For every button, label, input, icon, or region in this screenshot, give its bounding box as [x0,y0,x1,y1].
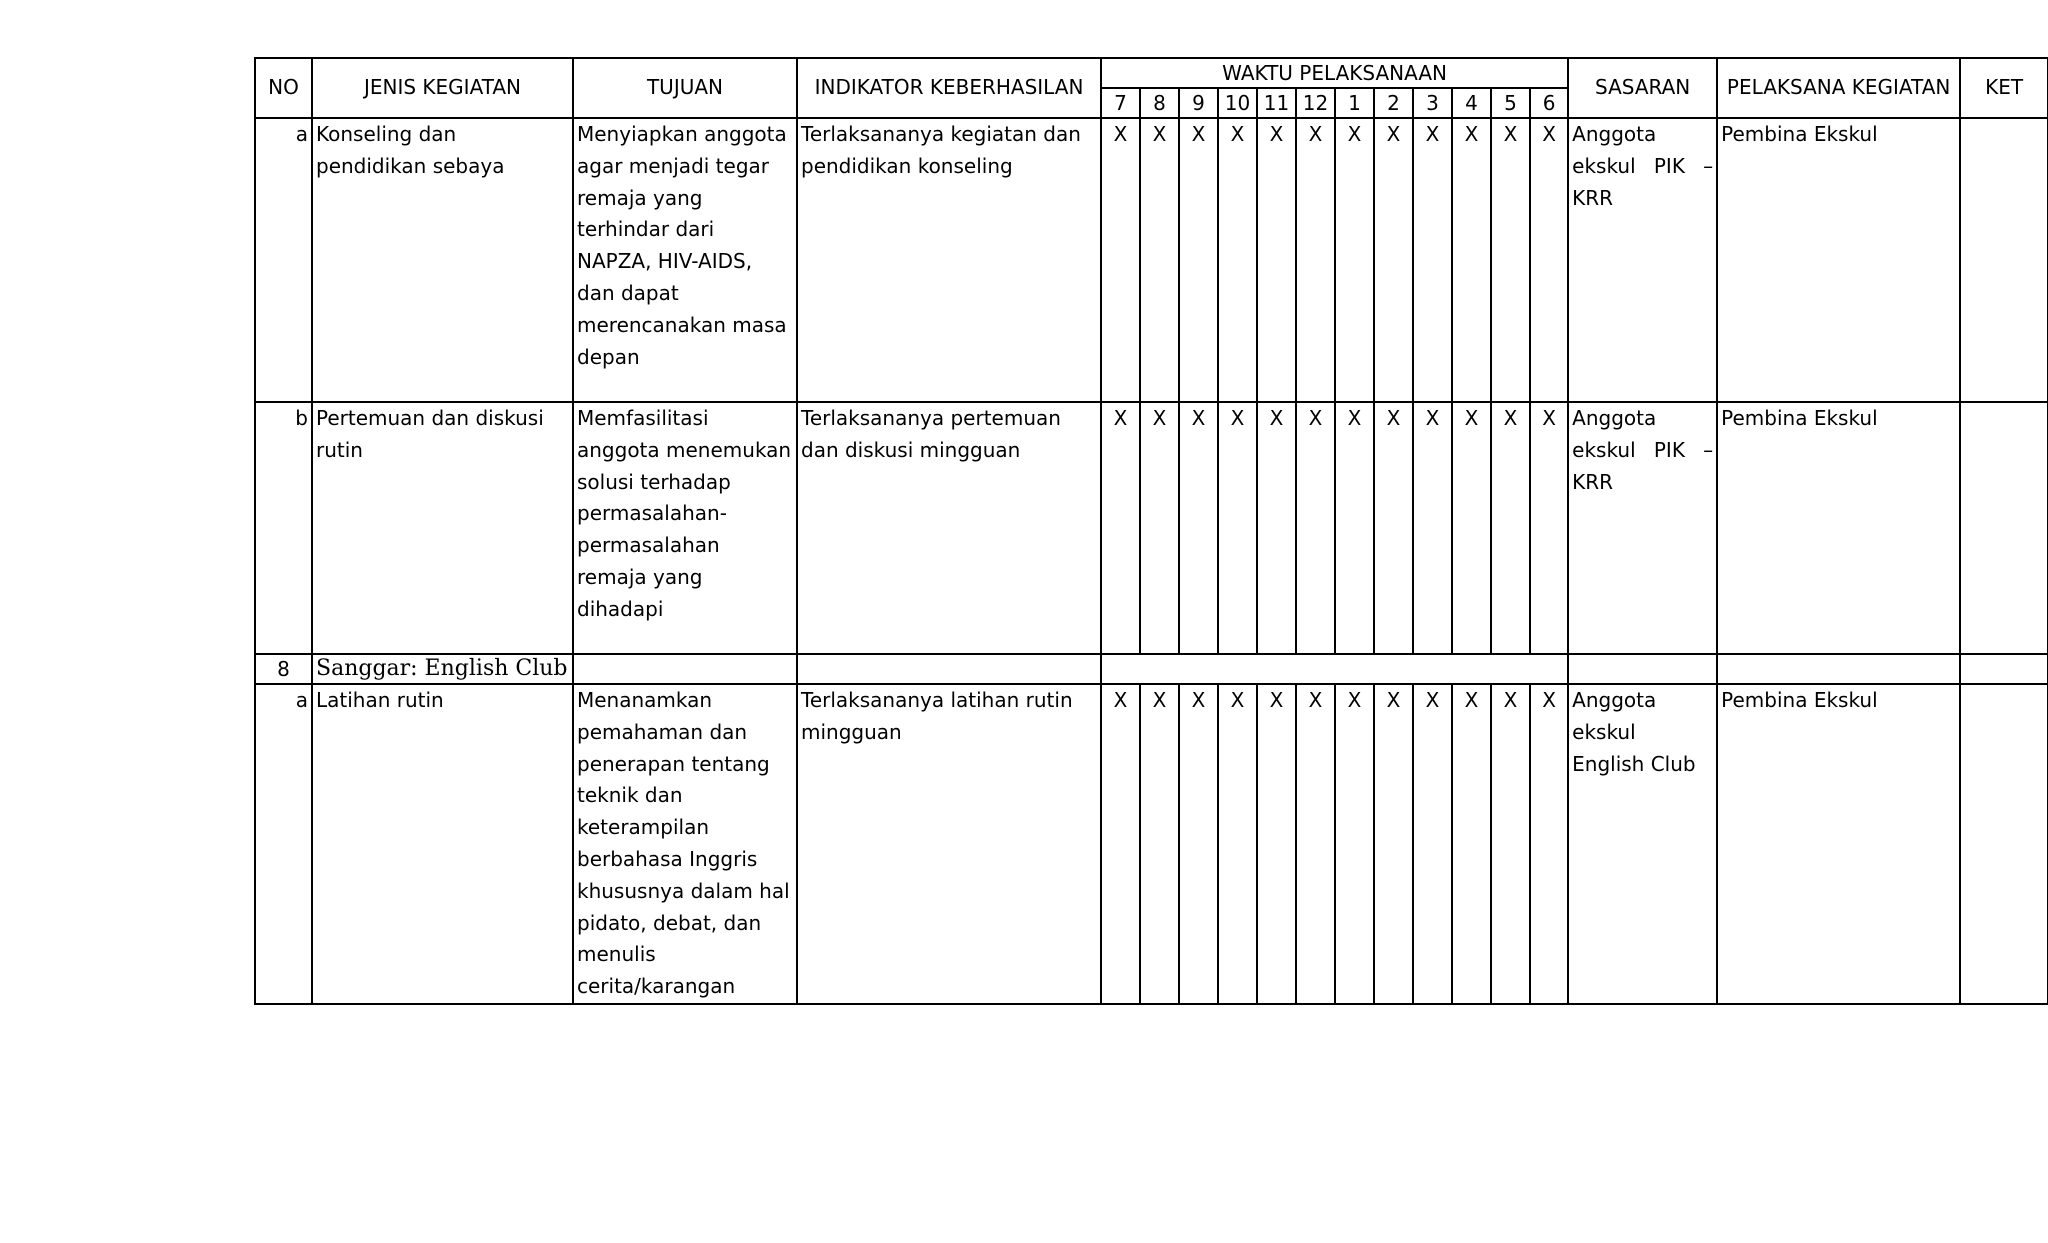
schedule-mark: X [1257,118,1296,402]
row-tujuan: Menyiapkan anggota agar menjadi tegar remaja yang terhindar dari NAPZA, HIV-AIDS, dan dapat merencanakan masa depan [573,118,797,402]
row-tujuan: Memfasilitasi anggota menemukan solusi terhadap permasalahan-permasalahan remaja yang dihadapi [573,402,797,654]
schedule-mark: X [1491,684,1530,1004]
table-row [255,118,2048,402]
header-month: 1 [1335,88,1374,118]
header-ket: KET [1960,58,2048,118]
row-no: a [255,684,312,1004]
header-tujuan: TUJUAN [573,58,797,118]
row-jenis-kegiatan: Latihan rutin [312,684,573,1004]
row-sasaran: Anggota ekskul PIK – KRR [1568,402,1717,654]
section-no: 8 [255,654,312,684]
row-indikator: Terlaksananya kegiatan dan pendidikan konseling [797,118,1101,402]
header-month: 10 [1218,88,1257,118]
schedule-mark: X [1452,684,1491,1004]
header-pelaksana: PELAKSANA KEGIATAN [1717,58,1960,118]
schedule-mark: X [1452,118,1491,402]
schedule-mark: X [1218,402,1257,654]
schedule-mark: X [1140,118,1179,402]
schedule-mark: X [1335,684,1374,1004]
section-empty-cell [1101,654,1568,684]
row-indikator: Terlaksananya latihan rutin mingguan [797,684,1101,1004]
schedule-mark: X [1218,118,1257,402]
row-pelaksana: Pembina Ekskul [1717,402,1960,654]
schedule-mark: X [1374,684,1413,1004]
header-month: 12 [1296,88,1335,118]
row-sasaran: Anggota ekskul PIK – KRR [1568,118,1717,402]
schedule-mark: X [1101,402,1140,654]
schedule-mark: X [1530,402,1568,654]
row-ket [1960,118,2048,402]
header-indikator: INDIKATOR KEBERHASILAN [797,58,1101,118]
row-ket [1960,402,2048,654]
section-empty-cell [573,654,797,684]
header-sasaran: SASARAN [1568,58,1717,118]
schedule-mark: X [1140,684,1179,1004]
schedule-mark: X [1413,402,1452,654]
schedule-mark: X [1452,402,1491,654]
header-month: 2 [1374,88,1413,118]
schedule-mark: X [1140,402,1179,654]
row-pelaksana: Pembina Ekskul [1717,684,1960,1004]
row-tujuan: Menanamkan pemahaman dan penerapan tentang teknik dan keterampilan berbahasa Inggris khususnya dalam hal pidato, debat, dan menulis cerita/karangan [573,684,797,1004]
header-month: 5 [1491,88,1530,118]
schedule-mark: X [1101,118,1140,402]
section-empty-cell [1717,654,1960,684]
header-month: 6 [1530,88,1568,118]
header-month: 3 [1413,88,1452,118]
schedule-mark: X [1491,402,1530,654]
schedule-mark: X [1413,118,1452,402]
row-indikator: Terlaksananya pertemuan dan diskusi mingguan [797,402,1101,654]
row-ket [1960,684,2048,1004]
section-empty-cell [797,654,1101,684]
header-waktu-pelaksanaan: WAKTU PELAKSANAAN [1101,58,1568,88]
schedule-mark: X [1218,684,1257,1004]
schedule-mark: X [1530,118,1568,402]
section-row [255,654,2048,684]
schedule-mark: X [1296,118,1335,402]
schedule-mark: X [1179,118,1218,402]
section-empty-cell [1568,654,1717,684]
schedule-mark: X [1335,118,1374,402]
schedule-mark: X [1296,402,1335,654]
schedule-mark: X [1413,684,1452,1004]
header-no: NO [255,58,312,118]
section-title: Sanggar: English Club [312,654,573,684]
row-jenis-kegiatan: Konseling dan pendidikan sebaya [312,118,573,402]
schedule-mark: X [1179,684,1218,1004]
header-month: 4 [1452,88,1491,118]
schedule-mark: X [1335,402,1374,654]
schedule-mark: X [1257,684,1296,1004]
row-no: b [255,402,312,654]
schedule-mark: X [1530,684,1568,1004]
header-month: 8 [1140,88,1179,118]
table-body [255,118,2048,1004]
schedule-mark: X [1257,402,1296,654]
schedule-mark: X [1296,684,1335,1004]
schedule-mark: X [1101,684,1140,1004]
header-month: 9 [1179,88,1218,118]
schedule-mark: X [1374,118,1413,402]
row-no: a [255,118,312,402]
activity-plan-table [254,57,2048,1005]
table-header [255,58,2048,118]
row-pelaksana: Pembina Ekskul [1717,118,1960,402]
header-jenis-kegiatan: JENIS KEGIATAN [312,58,573,118]
schedule-mark: X [1374,402,1413,654]
header-month: 11 [1257,88,1296,118]
row-sasaran: Anggota ekskul English Club [1568,684,1717,1004]
table-row [255,402,2048,654]
schedule-mark: X [1491,118,1530,402]
row-jenis-kegiatan: Pertemuan dan diskusi rutin [312,402,573,654]
schedule-mark: X [1179,402,1218,654]
header-month: 7 [1101,88,1140,118]
table-row [255,684,2048,1004]
section-empty-cell [1960,654,2048,684]
